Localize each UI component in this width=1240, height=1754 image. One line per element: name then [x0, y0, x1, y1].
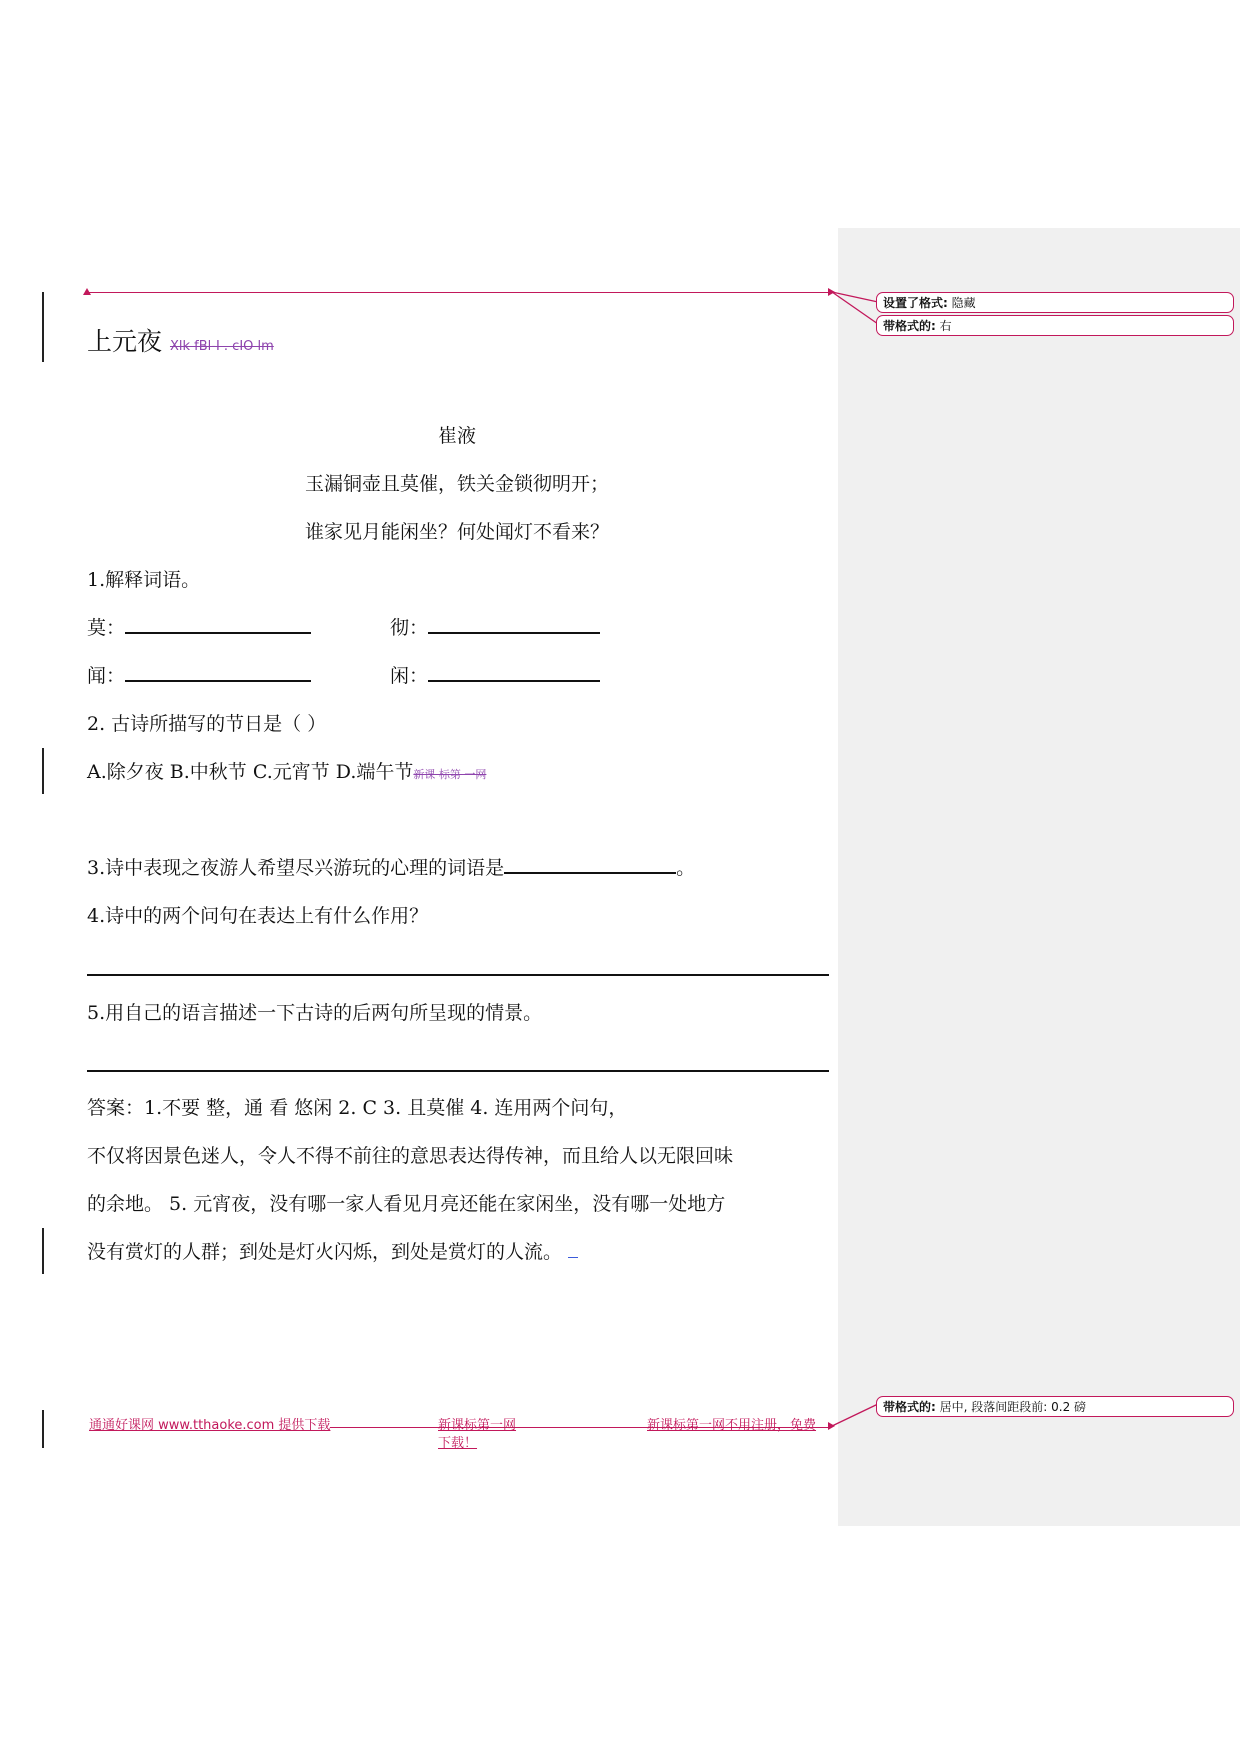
question-1: 1.解释词语。	[87, 569, 201, 591]
comment-value: 隐藏	[951, 296, 976, 310]
change-bar	[42, 1410, 44, 1448]
term-row	[390, 661, 600, 688]
term-row	[87, 661, 311, 688]
term-row	[87, 613, 311, 640]
comment-label: 设置了格式:	[883, 296, 948, 310]
question-4: 4.诗中的两个问句在表达上有什么作用？	[87, 905, 429, 927]
deleted-text: 新课 标第 一网	[413, 768, 487, 781]
answer-line-2: 不仅将因景色迷人，令人不得不前往的意思表达得传神，而且给人以无限回味	[87, 1145, 734, 1167]
change-bar	[42, 748, 44, 794]
deleted-text: Xlk fBl-I . cIO lm	[169, 339, 274, 354]
answer-line[interactable]	[87, 974, 829, 976]
change-bar	[42, 1228, 44, 1274]
answer-block	[87, 1084, 829, 1276]
comment-label: 带格式的:	[883, 1400, 936, 1414]
answer-blank[interactable]	[504, 871, 676, 874]
answer-line-4	[87, 1228, 829, 1276]
answer-blank[interactable]	[428, 679, 600, 682]
answer-line-3: 的余地。 5. 元宵夜，没有哪一家人看见月亮还能在家闲坐，没有哪一处地方	[87, 1193, 726, 1215]
footer-right[interactable]: 新课标第一网不用注册，免费	[647, 1418, 817, 1433]
footer-left[interactable]: 通通好课网 www.tthaoke.com 提供下载	[89, 1418, 331, 1433]
answer-blank[interactable]	[125, 631, 311, 634]
comment-value: 居中, 段落间距段前: 0.2 磅	[939, 1400, 1087, 1414]
page-title	[87, 322, 274, 358]
footer-middle-1[interactable]: 新课标第一网	[438, 1418, 517, 1433]
comment-value: 右	[939, 319, 952, 333]
poem-line-1: 玉漏铜壶且莫催，铁关金锁彻明开；	[304, 473, 609, 495]
question-2: 2. 古诗所描写的节日是（ ）	[87, 713, 327, 735]
question-3	[87, 853, 695, 880]
poem-author: 崔液	[437, 425, 476, 447]
question-3-text: 3.诗中表现之夜游人希望尽兴游玩的心理的词语是	[87, 857, 505, 879]
answer-line-4-text: 没有赏灯的人群；到处是灯火闪烁，到处是赏灯的人流。	[87, 1241, 563, 1263]
question-3-end: 。	[676, 857, 696, 879]
comment-connector	[830, 288, 880, 328]
comment-connector	[830, 1400, 880, 1430]
options-text: A.除夕夜 B.中秋节 C.元宵节 D.端午节	[87, 761, 414, 783]
revision-line	[86, 292, 831, 293]
revision-marker	[83, 288, 91, 295]
term-label: 闲：	[390, 665, 429, 687]
answer-blank[interactable]	[125, 679, 311, 682]
answer-line[interactable]	[87, 1070, 829, 1072]
comment-label: 带格式的:	[883, 319, 936, 333]
term-label: 莫：	[87, 617, 126, 639]
question-2-options	[87, 757, 486, 784]
question-5: 5.用自己的语言描述一下古诗的后两句所呈现的情景。	[87, 1002, 543, 1024]
poem-line-2: 谁家见月能闲坐？何处闻灯不看来？	[304, 521, 609, 543]
term-label: 彻：	[390, 617, 429, 639]
title-text: 上元夜	[87, 327, 163, 356]
answer-line-1: 答案：1.不要 整，通 看 悠闲 2. C 3. 且莫催 4. 连用两个问句，	[87, 1097, 628, 1119]
comment-balloon[interactable]	[876, 292, 1234, 313]
term-row	[390, 613, 600, 640]
comment-balloon[interactable]	[876, 315, 1234, 336]
answer-blank[interactable]	[428, 631, 600, 634]
term-label: 闻：	[87, 665, 126, 687]
comment-pane	[838, 228, 1240, 1526]
comment-balloon[interactable]	[876, 1396, 1234, 1417]
change-bar	[42, 292, 44, 362]
insert-marker	[568, 1256, 578, 1258]
footer-middle-2[interactable]: 下载！	[438, 1436, 478, 1451]
